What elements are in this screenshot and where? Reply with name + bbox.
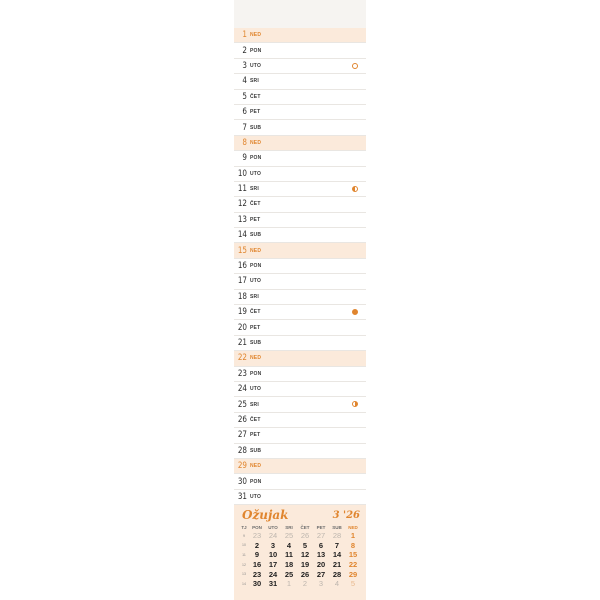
date-cell: 3: [270, 540, 276, 550]
day-name: PON: [250, 47, 262, 54]
date-cell: 25: [284, 569, 294, 579]
day-number: 14: [237, 230, 247, 241]
day-name: ČET: [250, 309, 261, 316]
day-row: [234, 274, 366, 289]
week-number: 14: [242, 581, 246, 586]
day-number: 20: [237, 322, 247, 333]
date-cell: 2: [254, 540, 260, 550]
date-cell: 7: [334, 540, 340, 550]
date-cell: 28: [332, 569, 342, 579]
day-name: SUB: [250, 124, 262, 131]
date-cell: 28: [332, 531, 342, 541]
day-name: SRI: [250, 186, 259, 193]
weekday-header: TJ: [241, 525, 247, 530]
day-name: SRI: [250, 78, 259, 85]
date-cell: 27: [316, 531, 326, 541]
week-number: 9: [243, 533, 245, 538]
day-name: NED: [250, 463, 262, 470]
date-cell: 27: [316, 569, 326, 579]
date-cell: 23: [252, 569, 262, 579]
day-number: 3: [242, 60, 247, 71]
day-number: 28: [237, 445, 247, 456]
week-number: 13: [242, 572, 246, 577]
date-cell: 26: [300, 531, 310, 541]
day-name: SUB: [250, 340, 262, 346]
day-name: UTO: [250, 62, 262, 69]
day-number: 11: [237, 184, 247, 195]
day-row: [234, 151, 366, 166]
day-name: UTO: [250, 386, 262, 393]
date-cell: 3: [318, 579, 324, 589]
day-name: NED: [250, 355, 262, 362]
day-name: NED: [250, 139, 262, 146]
day-number: 6: [242, 107, 247, 118]
date-cell: 19: [300, 560, 310, 570]
weekday-header: SUB: [332, 525, 342, 530]
date-cell: 20: [316, 560, 326, 570]
day-row: [234, 90, 366, 105]
mini-calendar: [234, 505, 366, 600]
date-cell: 9: [254, 550, 260, 560]
day-number: 18: [237, 291, 247, 302]
day-row: [234, 259, 366, 274]
date-cell: 18: [284, 560, 294, 570]
day-name: PET: [250, 109, 261, 116]
weekday-header: PET: [316, 525, 326, 530]
date-cell: 31: [268, 579, 278, 589]
date-cell: 13: [316, 550, 326, 560]
day-row: [234, 490, 366, 505]
date-cell: 29: [348, 569, 358, 579]
day-number: 5: [242, 91, 247, 102]
date-cell: 24: [268, 531, 278, 541]
mini-calendar-grid: [239, 531, 361, 589]
date-cell: 4: [334, 579, 340, 589]
day-name: PET: [250, 216, 261, 223]
date-cell: 2: [302, 579, 308, 589]
day-number: 10: [237, 168, 247, 179]
weekday-header: NED: [348, 525, 358, 530]
day-number: 29: [237, 461, 247, 472]
day-row: [234, 351, 366, 366]
day-row: [234, 182, 366, 197]
day-number: 16: [237, 261, 247, 272]
day-name: UTO: [250, 170, 262, 177]
date-cell: 1: [350, 531, 356, 541]
day-number: 27: [237, 430, 247, 441]
day-number: 19: [237, 307, 247, 318]
day-name: PET: [250, 432, 261, 439]
date-cell: 4: [286, 540, 292, 550]
day-name: PON: [250, 155, 262, 162]
mini-calendar-header: [242, 508, 360, 524]
day-row: [234, 136, 366, 151]
day-number: 25: [237, 399, 247, 410]
day-row: [234, 336, 366, 351]
day-row: [234, 228, 366, 243]
day-number: 8: [242, 137, 247, 148]
day-number: 31: [237, 491, 247, 502]
week-row: [239, 579, 361, 589]
day-number: 9: [242, 153, 247, 164]
day-row: [234, 167, 366, 182]
day-row: [234, 367, 366, 382]
week-row: [239, 550, 361, 560]
week-row: [239, 541, 361, 551]
day-row: [234, 290, 366, 305]
day-number: 26: [237, 414, 247, 425]
day-row: [234, 305, 366, 320]
day-name: NED: [250, 247, 262, 254]
date-cell: 26: [300, 569, 310, 579]
date-cell: 17: [268, 560, 278, 570]
week-row: [239, 560, 361, 570]
weekday-header: ČET: [300, 525, 310, 530]
date-cell: 10: [268, 550, 278, 560]
day-name: PON: [250, 370, 262, 377]
moon-phase-last-quarter-icon: [352, 186, 358, 192]
date-cell: 22: [348, 560, 358, 570]
day-row: [234, 320, 366, 335]
date-cell: 24: [268, 569, 278, 579]
date-cell: 15: [348, 550, 358, 560]
date-cell: 14: [332, 550, 342, 560]
day-number: 12: [237, 199, 247, 210]
day-row: [234, 428, 366, 443]
week-row: [239, 569, 361, 579]
day-row: [234, 105, 366, 120]
date-cell: 8: [350, 540, 356, 550]
date-cell: 6: [318, 540, 324, 550]
day-number: 1: [242, 30, 247, 41]
day-row: [234, 474, 366, 489]
day-number: 17: [237, 276, 247, 287]
week-number: 10: [242, 543, 246, 548]
day-name: PET: [250, 324, 261, 331]
day-list: [234, 28, 366, 505]
day-row: [234, 413, 366, 428]
day-name: ČET: [250, 201, 261, 208]
moon-phase-full-icon: [352, 63, 358, 69]
day-number: 24: [237, 384, 247, 395]
weekday-header: UTO: [268, 525, 278, 530]
day-row: [234, 28, 366, 43]
day-name: SRI: [250, 401, 259, 408]
day-number: 13: [237, 214, 247, 225]
day-name: PON: [250, 478, 262, 485]
day-number: 4: [242, 76, 247, 87]
day-number: 7: [242, 122, 247, 133]
day-row: [234, 459, 366, 474]
week-number: 12: [242, 562, 246, 567]
week-row: [239, 531, 361, 541]
day-row: [234, 243, 366, 258]
day-name: UTO: [250, 278, 262, 285]
date-cell: 12: [300, 550, 310, 560]
day-number: 30: [237, 476, 247, 487]
day-number: 23: [237, 368, 247, 379]
day-name: SUB: [250, 447, 262, 454]
weekday-header: SRI: [285, 525, 293, 530]
date-cell: 21: [332, 560, 342, 570]
moon-phase-new-icon: [352, 309, 358, 315]
day-name: UTO: [250, 493, 262, 500]
day-name: ČET: [250, 93, 261, 100]
week-number: 11: [242, 552, 246, 557]
weekday-header: PON: [252, 525, 262, 530]
day-row: [234, 120, 366, 135]
day-name: SUB: [250, 232, 262, 239]
day-row: [234, 74, 366, 89]
date-cell: 16: [252, 560, 262, 570]
day-row: [234, 197, 366, 212]
day-number: 2: [242, 45, 247, 56]
day-row: [234, 444, 366, 459]
day-number: 15: [237, 245, 247, 256]
date-cell: 5: [302, 540, 308, 550]
date-cell: 25: [284, 531, 294, 541]
day-row: [234, 382, 366, 397]
date-cell: 5: [350, 579, 356, 589]
date-cell: 30: [252, 579, 262, 589]
date-cell: 1: [286, 579, 292, 589]
date-cell: 23: [252, 531, 262, 541]
moon-phase-first-quarter-icon: [352, 401, 358, 407]
day-row: [234, 213, 366, 228]
day-name: NED: [250, 32, 262, 39]
date-cell: 11: [285, 550, 293, 560]
day-row: [234, 43, 366, 58]
day-number: 21: [237, 338, 247, 348]
month-year: 3 '26: [332, 510, 360, 521]
day-row: [234, 397, 366, 412]
day-number: 22: [237, 353, 247, 364]
weekday-headers: [239, 525, 361, 530]
month-name: Ožujak: [242, 508, 289, 522]
day-name: ČET: [250, 416, 261, 423]
day-name: PON: [250, 263, 262, 270]
day-name: SRI: [250, 293, 259, 300]
day-row: [234, 59, 366, 74]
